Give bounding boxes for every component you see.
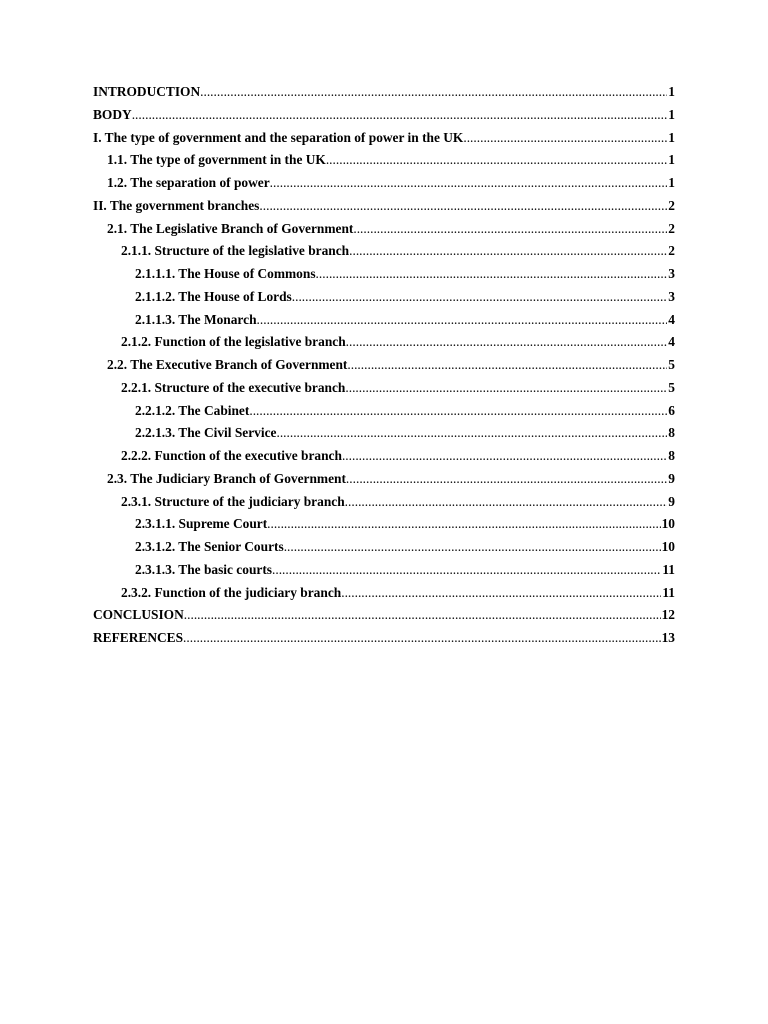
dot-leader (276, 425, 667, 441)
table-of-contents (93, 84, 675, 653)
toc-entry[interactable] (93, 516, 675, 539)
dot-leader (132, 107, 668, 123)
toc-entry[interactable] (93, 562, 675, 585)
toc-entry-title: 2.3.2. Function of the judiciary branch (121, 584, 342, 600)
dot-leader (200, 84, 667, 100)
dot-leader (349, 243, 667, 259)
toc-entry-title: 2.3.1.3. The basic courts (135, 561, 273, 577)
toc-entry[interactable] (93, 221, 675, 244)
dot-leader (316, 266, 668, 282)
toc-entry-title: INTRODUCTION (93, 84, 201, 99)
toc-entry[interactable] (93, 494, 675, 517)
toc-entry-page: 3 (668, 266, 675, 281)
toc-entry[interactable] (93, 471, 675, 494)
toc-entry-page: 12 (661, 607, 675, 623)
toc-entry[interactable] (93, 312, 675, 335)
toc-entry-title: 2.1.1. Structure of the legislative branch (121, 243, 350, 259)
toc-entry[interactable] (93, 630, 675, 653)
toc-entry-title: 2.2.2. Function of the executive branch (121, 448, 342, 463)
toc-entry-page: 1 (668, 84, 675, 99)
toc-entry-title: 2.3.1. Structure of the judiciary branch (121, 493, 345, 509)
toc-entry-title: 2.1.1.1. The House of Commons (135, 266, 316, 281)
toc-entry-page: 5 (668, 379, 675, 395)
toc-entry-title: 2.2.1. Structure of the executive branch (121, 379, 346, 395)
toc-entry[interactable] (93, 585, 675, 608)
toc-entry-page: 1 (668, 152, 675, 168)
toc-entry-page: 4 (668, 334, 675, 350)
toc-entry-page: 8 (668, 448, 675, 463)
toc-entry[interactable] (93, 175, 675, 198)
toc-entry-page: 2 (668, 220, 675, 236)
toc-entry-title: 2.3. The Judiciary Branch of Government (107, 470, 346, 486)
toc-entry-title: 2.1. The Legislative Branch of Government (107, 220, 354, 236)
dot-leader (284, 539, 661, 555)
toc-entry-page: 2 (668, 243, 675, 259)
toc-entry-page: 9 (668, 493, 675, 509)
toc-entry-page: 5 (668, 357, 675, 372)
toc-entry-title: II. The government branches (93, 197, 260, 213)
dot-leader (272, 562, 661, 578)
toc-entry[interactable] (93, 334, 675, 357)
toc-entry-page: 1 (668, 129, 675, 145)
toc-entry[interactable] (93, 357, 675, 380)
toc-entry[interactable] (93, 266, 675, 289)
toc-entry[interactable] (93, 84, 675, 107)
dot-leader (347, 357, 667, 373)
toc-entry-title: 1.2. The separation of power (107, 175, 270, 190)
toc-entry-page: 10 (661, 516, 675, 532)
dot-leader (183, 630, 661, 646)
toc-entry[interactable] (93, 107, 675, 130)
dot-leader (257, 312, 668, 328)
toc-entry-title: BODY (93, 106, 132, 122)
toc-entry-page: 13 (661, 630, 675, 645)
toc-entry-title: 2.2.1.3. The Civil Service (135, 425, 277, 441)
toc-entry-title: 2.3.1.2. The Senior Courts (135, 539, 284, 554)
dot-leader (345, 380, 667, 396)
toc-entry-title: 2.1.1.2. The House of Lords (135, 288, 292, 304)
toc-entry-page: 9 (668, 470, 675, 486)
toc-entry[interactable] (93, 198, 675, 221)
toc-entry[interactable] (93, 539, 675, 562)
toc-entry-title: 1.1. The type of government in the UK (107, 152, 326, 168)
toc-entry-page: 3 (668, 288, 675, 304)
toc-entry-title: REFERENCES (93, 630, 184, 645)
toc-entry-page: 11 (662, 584, 675, 600)
toc-entry-page: 11 (662, 561, 675, 577)
toc-entry-title: CONCLUSION (93, 607, 184, 623)
dot-leader (346, 471, 667, 487)
toc-entry[interactable] (93, 152, 675, 175)
dot-leader (326, 152, 667, 168)
dot-leader (184, 607, 661, 623)
dot-leader (259, 198, 667, 214)
toc-entry-page: 1 (668, 106, 675, 122)
toc-entry[interactable] (93, 448, 675, 471)
toc-entry-page: 2 (668, 197, 675, 213)
dot-leader (249, 403, 667, 419)
toc-entry[interactable] (93, 289, 675, 312)
toc-entry-title: I. The type of government and the separation of power in the UK (93, 129, 464, 145)
toc-entry-page: 10 (661, 539, 675, 554)
toc-entry-title: 2.2. The Executive Branch of Government (107, 357, 348, 372)
toc-entry-title: 2.1.1.3. The Monarch (135, 311, 257, 327)
toc-entry-page: 6 (668, 402, 675, 418)
dot-leader (292, 289, 668, 305)
dot-leader (345, 494, 668, 510)
toc-entry-title: 2.2.1.2. The Cabinet (135, 402, 250, 418)
dot-leader (267, 516, 660, 532)
dot-leader (346, 334, 668, 350)
toc-entry[interactable] (93, 243, 675, 266)
toc-entry[interactable] (93, 607, 675, 630)
dot-leader (353, 221, 667, 237)
dot-leader (270, 175, 668, 191)
dot-leader (341, 585, 661, 601)
toc-entry-page: 8 (668, 425, 675, 441)
toc-entry[interactable] (93, 425, 675, 448)
toc-entry-page: 1 (668, 175, 675, 190)
toc-entry-title: 2.3.1.1. Supreme Court (135, 516, 268, 532)
toc-entry-title: 2.1.2. Function of the legislative branch (121, 334, 346, 350)
toc-entry-page: 4 (668, 311, 675, 327)
dot-leader (463, 130, 667, 146)
dot-leader (342, 448, 667, 464)
toc-entry[interactable] (93, 130, 675, 153)
toc-entry[interactable] (93, 380, 675, 403)
toc-entry[interactable] (93, 403, 675, 426)
